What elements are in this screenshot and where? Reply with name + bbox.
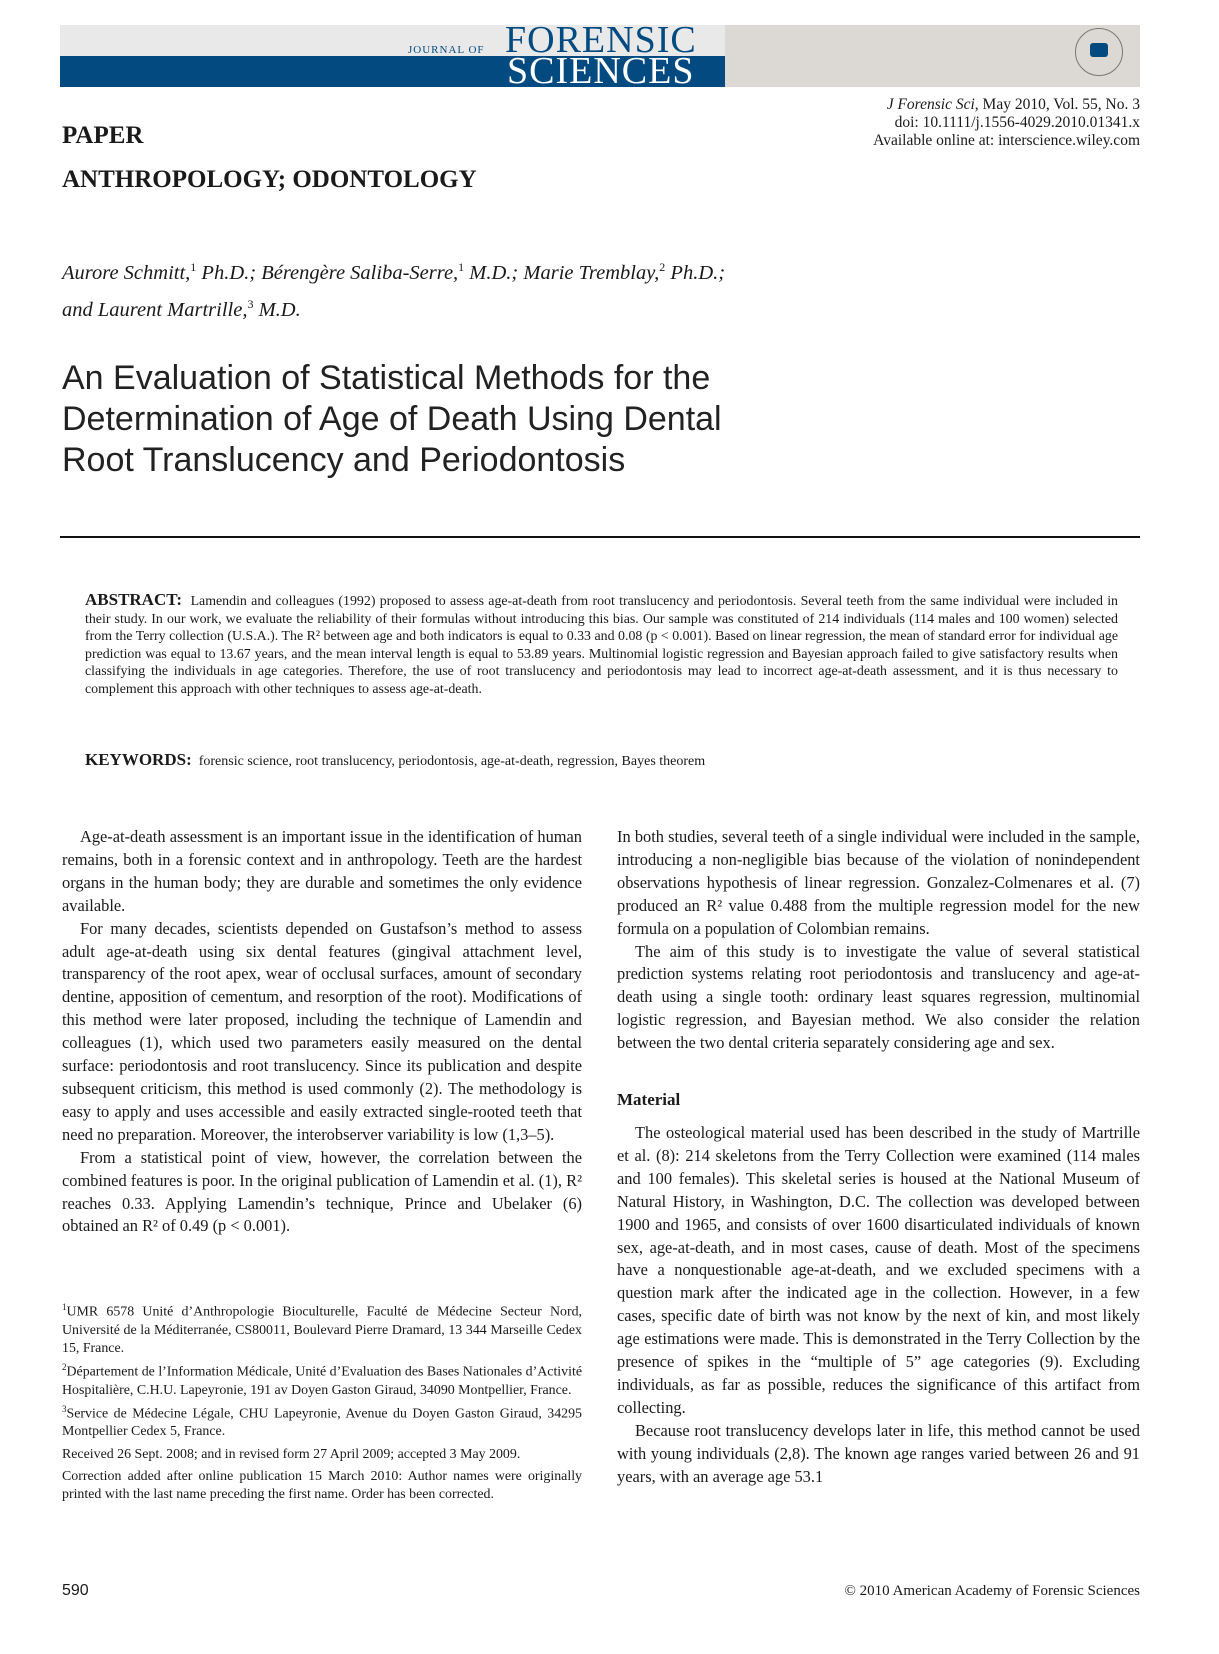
- body-paragraph: For many decades, scientists depended on Gustafson’s method to assess adult age-at-death using six dental features (gingival attachment level, transparency of the root apex, wear of occlusal surfaces, amount of secondary dentine, apposition of cementum, and resorption of the root). Modifications of this method were later proposed, including the technique of Lamendin and colleagues (1), which used two parameters easily measured on the dental surface: periodontosis and root translucency. Since its publication and despite subsequent criticism, this method is used commonly (2). The methodology is easy to apply and uses accessible and easily extracted single-rooted teeth that need no preparation. Moreover, the interobserver variability is low (1,3–5).: [62, 918, 582, 1144]
- academy-seal-icon: [1075, 28, 1123, 76]
- abstract: [85, 591, 1118, 699]
- author-degree: M.D.: [253, 298, 301, 321]
- body-paragraph: The aim of this study is to investigate the value of several statistical prediction systems relating root periodontosis and translucency and age-at-death using a single tooth: ordinary least squares regression, multinomial logistic regression, and Bayesian method. We also consider the relation between the two dental criteria separately considering age and sex.: [617, 941, 1140, 1053]
- copyright: © 2010 American Academy of Forensic Sciences: [844, 1583, 1140, 1599]
- author-affiliation: 3: [247, 296, 254, 311]
- author-degree: M.D.;: [464, 261, 524, 284]
- keywords: [85, 750, 705, 770]
- author-name: Bérengère Saliba-Serre,: [261, 261, 459, 284]
- section-heading: Material: [617, 1090, 681, 1110]
- left-column: [62, 826, 582, 1238]
- received-dates: Received 26 Sept. 2008; and in revised form 27 April 2009; accepted 3 May 2009.: [62, 1446, 521, 1462]
- abstract-label: ABSTRACT:: [85, 590, 182, 609]
- footnote: $^2$Département de l’Information Médicale, Unité d’Evaluation des Bases Nationales d’Activité Hospitalière, C.H.U. Lapeyronie, 191 av Doyen Gaston Giraud, 34090 Montpellier, France.: [62, 1361, 582, 1398]
- citation-block: [873, 96, 1140, 150]
- author-list: [62, 252, 725, 326]
- author-name: Aurore Schmitt,: [62, 261, 191, 284]
- paper-type: PAPER: [62, 122, 144, 149]
- journal-forensic-text: FORENSIC: [505, 19, 697, 61]
- citation-issue: May 2010, Vol. 55, No. 3: [978, 96, 1140, 113]
- footnote: $^1$UMR 6578 Unité d’Anthropologie Bioculturelle, Faculté de Médecine Secteur Nord, Université de la Méditerranée, CS80011, Boulevard Pierre Dramard, 13 344 Marseille Cedex 15, France.: [62, 1302, 582, 1356]
- author-degree: Ph.D.;: [665, 261, 726, 284]
- body-paragraph: Age-at-death assessment is an important issue in the identification of human remains, both in a forensic context and in anthropology. Teeth are the hardest organs in the human body; they are durable and sometimes the only evidence available.: [62, 827, 582, 915]
- correction-note: Correction added after online publication 15 March 2010: Author names were originally printed with the last name preceding the first name. Order has been corrected.: [62, 1468, 582, 1502]
- author-name: Marie Tremblay,: [523, 261, 660, 284]
- title-divider: [60, 536, 1140, 538]
- page-number: 590: [62, 1582, 89, 1599]
- right-column: [617, 826, 1140, 1488]
- author-degree: Ph.D.;: [196, 261, 262, 284]
- citation-online: Available online at: interscience.wiley.com: [873, 132, 1140, 149]
- footnote: $^3$Service de Médecine Légale, CHU Lapeyronie, Avenue du Doyen Gaston Giraud, 34295 Montpellier Cedex 5, France.: [62, 1403, 582, 1440]
- citation-doi: doi: 10.1111/j.1556-4029.2010.01341.x: [894, 114, 1140, 131]
- body-paragraph: From a statistical point of view, however, the correlation between the combined features is poor. In the original publication of Lamendin et al. (1), R² reaches 0.33. Applying Lamendin’s technique, Prince and Ubelaker (6) obtained an R² of 0.49 (p < 0.001).: [62, 1147, 582, 1236]
- body-paragraph: In both studies, several teeth of a single individual were included in the sample, introducing a non-negligible bias because of the violation of nonindependent observations hypothesis of linear regression. Gonzalez-Colmenares et al. (7) produced an R² value 0.488 from the multiple regression model for the new formula on a population of Colombian remains.: [617, 827, 1140, 938]
- paper-section: ANTHROPOLOGY; ODONTOLOGY: [62, 166, 477, 193]
- article-title: [62, 358, 962, 481]
- journal-sciences-text: SCIENCES: [507, 50, 695, 92]
- keywords-label: KEYWORDS:: [85, 750, 192, 769]
- title-line: Determination of Age of Death Using Dental: [62, 400, 722, 438]
- title-line: Root Translucency and Periodontosis: [62, 441, 626, 479]
- title-line: An Evaluation of Statistical Methods for the: [62, 359, 711, 397]
- author-affiliation: 2: [659, 260, 666, 274]
- footnotes: [62, 1298, 582, 1508]
- journal-of-text: JOURNAL OF: [408, 44, 485, 56]
- author-affiliation: 1: [458, 260, 465, 274]
- citation-journal: J Forensic Sci,: [886, 96, 979, 113]
- abstract-text: Lamendin and colleagues (1992) proposed to assess age-at-death from root translucency and periodontosis. Several teeth from the same individual were included in their study. In our work, we evaluate the reliability of their formulas without introducing this bias. Our sample was constituted of 214 individuals (114 males and 100 women) selected from the Terry collection (U.S.A.). The R² between age and both indicators is equal to 0.33 and 0.08 (p < 0.001). Based on linear regression, the mean of standard error for individual age prediction was equal to 13.67 years, and the mean interval length is equal to 53.89 years. Multinomial logistic regression and Bayesian approach failed to give satisfactory results when classifying the individuals in age categories. Therefore, the use of root translucency and periodontosis may lead to incorrect age-at-death assessment, and it is thus necessary to complement this approach with other techniques to assess age-at-death.: [85, 594, 1118, 697]
- author-affiliation: 1: [190, 260, 197, 274]
- body-paragraph: The osteological material used has been described in the study of Martrille et al. (8): 214 skeletons from the Terry Collection were examined (114 males and 100 females). This skeletal series is housed at the National Museum of Natural History, in Washington, D.C. The collection was developed between 1900 and 1965, and consists of over 1600 disarticulated individuals of known sex, age-at-death, and in most cases, cause of death. Most of the specimens have a nonquestionable age-at-death, and we excluded specimens with a question mark after the indicated age in the collection. However, in a few cases, specific date of birth was not know by the next of kin, and most likely age estimations were made. This is demonstrated in the Terry Collection by the presence of spikes in the “multiple of 5” age categories (9). Excluding individuals, as far as possible, reduces the significance of this artifact from collecting.: [617, 1122, 1140, 1417]
- keywords-text: forensic science, root translucency, periodontosis, age-at-death, regression, Bayes theorem: [198, 754, 706, 769]
- body-paragraph: Because root translucency develops later in life, this method cannot be used with young individuals (2,8). The known age ranges varied between 26 and 91 years, with an average age 53.1: [617, 1420, 1140, 1486]
- author-name: and Laurent Martrille,: [62, 298, 248, 321]
